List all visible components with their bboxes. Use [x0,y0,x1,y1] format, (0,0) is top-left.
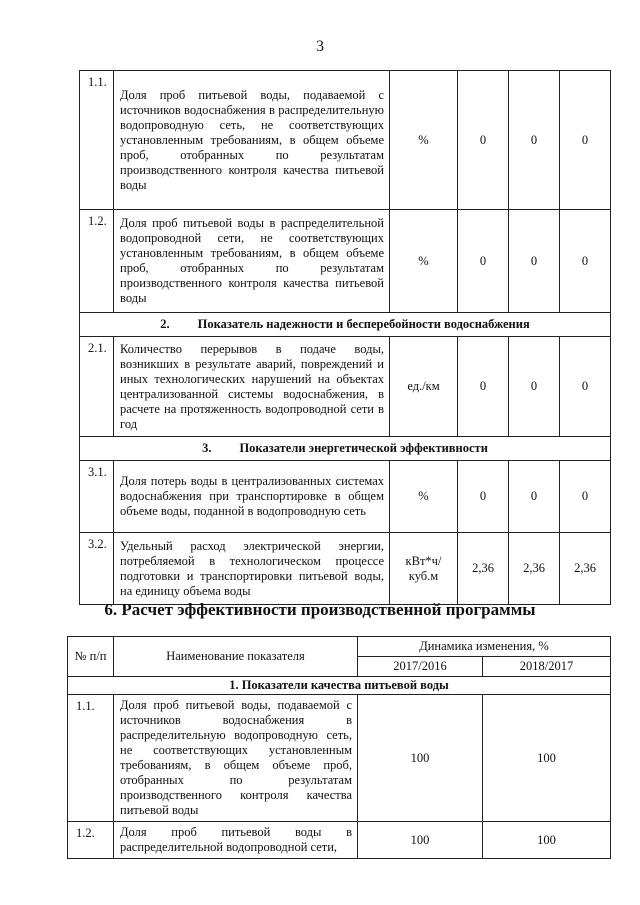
unit-cell: ед./км [390,337,458,437]
value-cell: 100 [358,695,483,822]
value-cell: 2,36 [560,533,611,605]
row-number: 3.2. [80,533,114,605]
table-row [80,533,611,605]
unit-cell: % [390,210,458,313]
row-number: 1.1. [80,71,114,210]
value-cell: 0 [560,71,611,210]
section-heading [80,313,611,337]
header-indicator-name: Наименование показателя [114,637,358,677]
table-row [80,461,611,533]
section-row [80,313,611,337]
indicator-name: Доля проб питьевой воды, подаваемой с источников водоснабжения в распределительную водопроводную сеть, не соответствующих установленным требованиям, в общем объеме проб, отобранных по результатам производственного контроля качества питьевой воды [114,695,358,822]
table-row [80,71,611,210]
page-number: 3 [316,38,324,55]
header-period-2: 2018/2017 [483,657,611,677]
table-row [68,695,611,822]
unit-cell: кВт*ч/ куб.м [390,533,458,605]
efficiency-table [67,636,611,859]
value-cell: 0 [560,461,611,533]
table-row [80,337,611,437]
value-cell: 2,36 [509,533,560,605]
row-number: 1.2. [80,210,114,313]
indicator-name: Доля проб питьевой воды, подаваемой с источников водоснабжения в распределительную водопроводную сеть, не соответствующих установленным требованиям, в общем объеме проб, отобранных по результатам производственного контроля качества питьевой воды [114,71,390,210]
value-cell: 0 [509,210,560,313]
header-period-1: 2017/2016 [358,657,483,677]
header-dynamics: Динамика изменения, % [358,637,611,657]
section-title: Показатели энергетической эффективности [239,441,488,455]
section-row [68,677,611,695]
row-number: 3.1. [80,461,114,533]
indicator-name: Количество перерывов в подаче воды, возникших в результате аварий, повреждений и иных технологических нарушений на объектах централизованной системы водоснабжения, в расчете на протяженность водопроводной сети в год [114,337,390,437]
indicator-name: Доля проб питьевой воды в распределительной водопроводной сети, не соответствующих установленным требованиям, в общем объеме проб, отобранных по результатам производственного контроля качества питьевой воды [114,210,390,313]
value-cell: 100 [483,822,611,859]
value-cell: 2,36 [458,533,509,605]
value-cell: 0 [509,461,560,533]
section-number: 2. [160,317,170,331]
indicator-name: Удельный расход электрической энергии, потребляемой в технологическом процессе подготовки и транспортировки питьевой воды, на единицу объема воды [114,533,390,605]
section-row [80,437,611,461]
value-cell: 0 [560,337,611,437]
value-cell: 0 [458,461,509,533]
table-row [68,822,611,859]
value-cell: 100 [483,695,611,822]
unit-cell: % [390,71,458,210]
value-cell: 0 [560,210,611,313]
indicator-name: Доля потерь воды в централизованных системах водоснабжения при транспортировке в общем объеме воды, поданной в водопроводную сеть [114,461,390,533]
value-cell: 0 [458,210,509,313]
value-cell: 0 [509,71,560,210]
value-cell: 0 [458,71,509,210]
indicators-table [79,70,611,605]
unit-cell: % [390,461,458,533]
header-row [68,637,611,657]
row-number: 2.1. [80,337,114,437]
value-cell: 0 [458,337,509,437]
indicator-name: Доля проб питьевой воды в распределительной водопроводной сети, [114,822,358,859]
section-heading [80,437,611,461]
table-row [80,210,611,313]
header-number: № п/п [68,637,114,677]
value-cell: 0 [509,337,560,437]
row-number: 1.1. [68,695,114,822]
value-cell: 100 [358,822,483,859]
section-title: Показатель надежности и бесперебойности водоснабжения [197,317,530,331]
section-6-heading: 6. Расчет эффективности производственной программы [104,600,536,619]
section-heading: 1. Показатели качества питьевой воды [68,677,611,695]
section-number: 3. [202,441,212,455]
row-number: 1.2. [68,822,114,859]
